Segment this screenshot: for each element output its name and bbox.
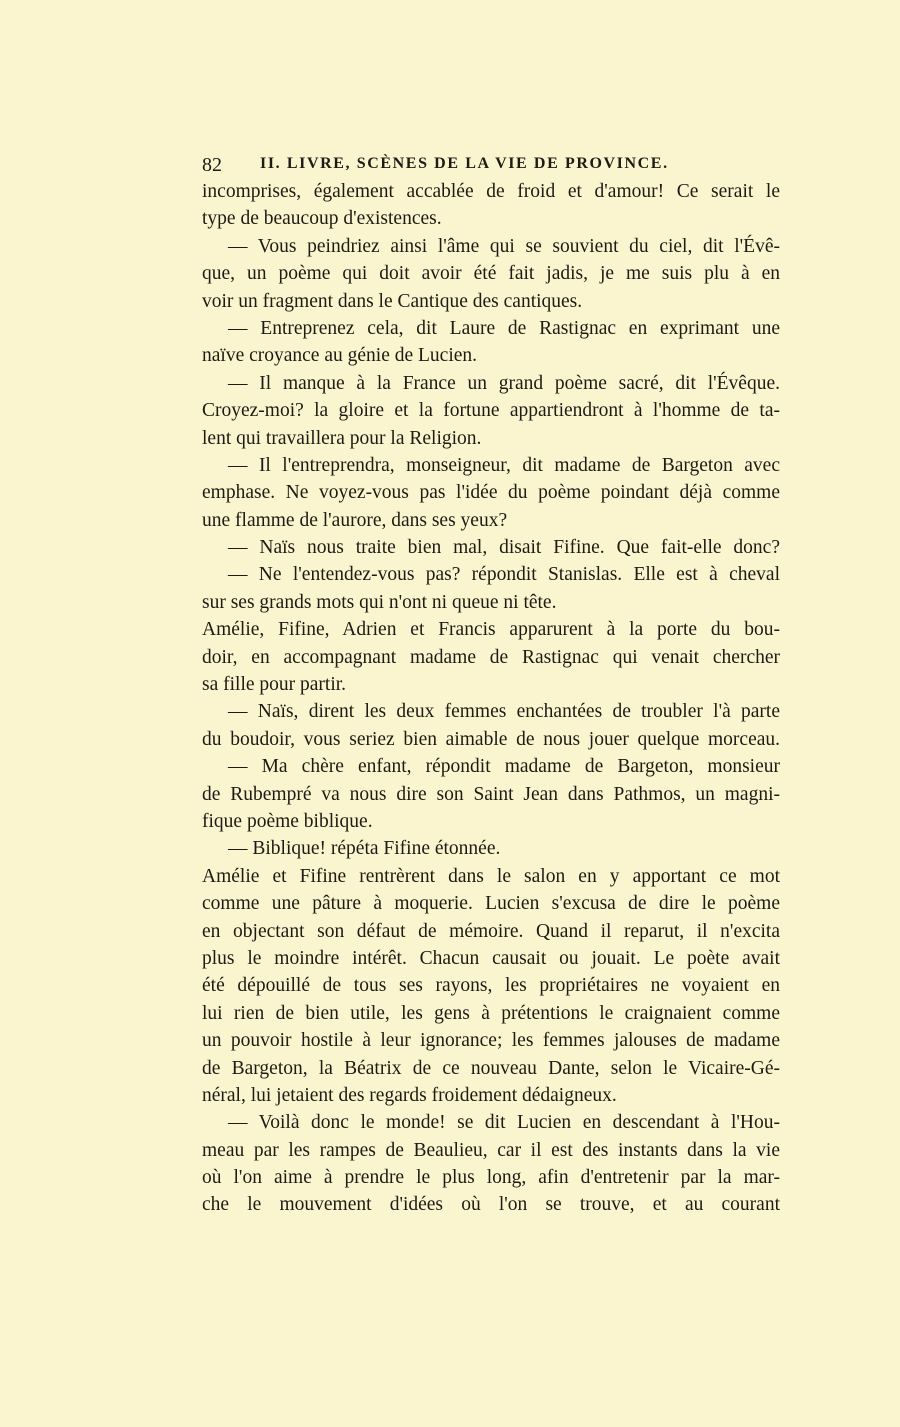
text-line: — Biblique! répéta Fifine étonnée. — [228, 838, 501, 860]
text-line: — Ne l'entendez-vous pas? répondit Stanislas. Elle est à cheval — [228, 564, 780, 586]
text-line: où l'on aime à prendre le plus long, afin d'entretenir par la mar- — [202, 1167, 780, 1189]
text-line: emphase. Ne voyez-vous pas l'idée du poème poindant déjà comme — [202, 482, 780, 504]
text-line: che le mouvement d'idées où l'on se trouve, et au courant — [202, 1194, 780, 1216]
text-line: en objectant son défaut de mémoire. Quand il reparut, il n'excita — [202, 920, 780, 942]
text-line: Amélie, Fifine, Adrien et Francis apparurent à la porte du bou- — [202, 619, 780, 641]
text-line: une flamme de l'aurore, dans ses yeux? — [202, 509, 508, 531]
text-line: — Ma chère enfant, répondit madame de Bargeton, monsieur — [228, 756, 780, 778]
running-header — [202, 150, 780, 178]
book-page — [202, 150, 780, 1219]
text-line: naïve croyance au génie de Lucien. — [202, 345, 478, 367]
text-line: — Vous peindriez ainsi l'âme qui se souvient du ciel, dit l'Évê- — [228, 235, 780, 257]
text-line: sur ses grands mots qui n'ont ni queue ni tête. — [202, 591, 557, 613]
text-line: doir, en accompagnant madame de Rastignac qui venait chercher — [202, 646, 780, 668]
text-line: — Il manque à la France un grand poème sacré, dit l'Évêque. — [228, 372, 780, 394]
text-line: de Bargeton, la Béatrix de ce nouveau Dante, selon le Vicaire-Gé- — [202, 1057, 780, 1079]
text-line: Croyez-moi? la gloire et la fortune appartiendront à l'homme de ta- — [202, 400, 780, 422]
running-title: II. LIVRE, SCÈNES DE LA VIE DE PROVINCE. — [260, 155, 669, 172]
text-line: meau par les rampes de Beaulieu, car il est des instants dans la vie — [202, 1139, 780, 1161]
text-line: un pouvoir hostile à leur ignorance; les femmes jalouses de madame — [202, 1030, 780, 1052]
text-line: néral, lui jetaient des regards froidement dédaigneux. — [202, 1084, 617, 1106]
text-line: lui rien de bien utile, les gens à prétentions le craignaient comme — [202, 1002, 780, 1024]
text-line: voir un fragment dans le Cantique des cantiques. — [202, 290, 583, 312]
text-line: — Voilà donc le monde! se dit Lucien en descendant à l'Hou- — [228, 1112, 780, 1134]
text-line: — Naïs, dirent les deux femmes enchantées de troubler l'à parte — [228, 701, 780, 723]
text-line: été dépouillé de tous ses rayons, les propriétaires ne voyaient en — [202, 975, 780, 997]
text-line: incomprises, également accablée de froid et d'amour! Ce serait le — [202, 181, 780, 202]
body-text — [202, 178, 780, 1219]
text-line: — Naïs nous traite bien mal, disait Fifine. Que fait-elle donc? — [228, 537, 780, 559]
text-line: lent qui travaillera pour la Religion. — [202, 427, 482, 449]
text-line: — Il l'entreprendra, monseigneur, dit madame de Bargeton avec — [228, 454, 780, 476]
text-line: sa fille pour partir. — [202, 674, 347, 696]
text-line: du boudoir, vous seriez bien aimable de nous jouer quelque morceau. — [202, 728, 780, 750]
text-line: plus le moindre intérêt. Chacun causait ou jouait. Le poète avait — [202, 947, 780, 969]
text-line: comme une pâture à moquerie. Lucien s'excusa de dire le poème — [202, 893, 780, 915]
text-line: type de beaucoup d'existences. — [202, 208, 442, 230]
text-line: — Entreprenez cela, dit Laure de Rastignac en exprimant une — [228, 317, 780, 339]
text-line: que, un poème qui doit avoir été fait jadis, je me suis plu à en — [202, 263, 780, 285]
text-line: de Rubempré va nous dire son Saint Jean dans Pathmos, un magni- — [202, 783, 780, 805]
text-line: Amélie et Fifine rentrèrent dans le salon en y apportant ce mot — [202, 865, 780, 887]
text-line: fique poème biblique. — [202, 810, 373, 832]
page-number: 82 — [202, 154, 222, 176]
